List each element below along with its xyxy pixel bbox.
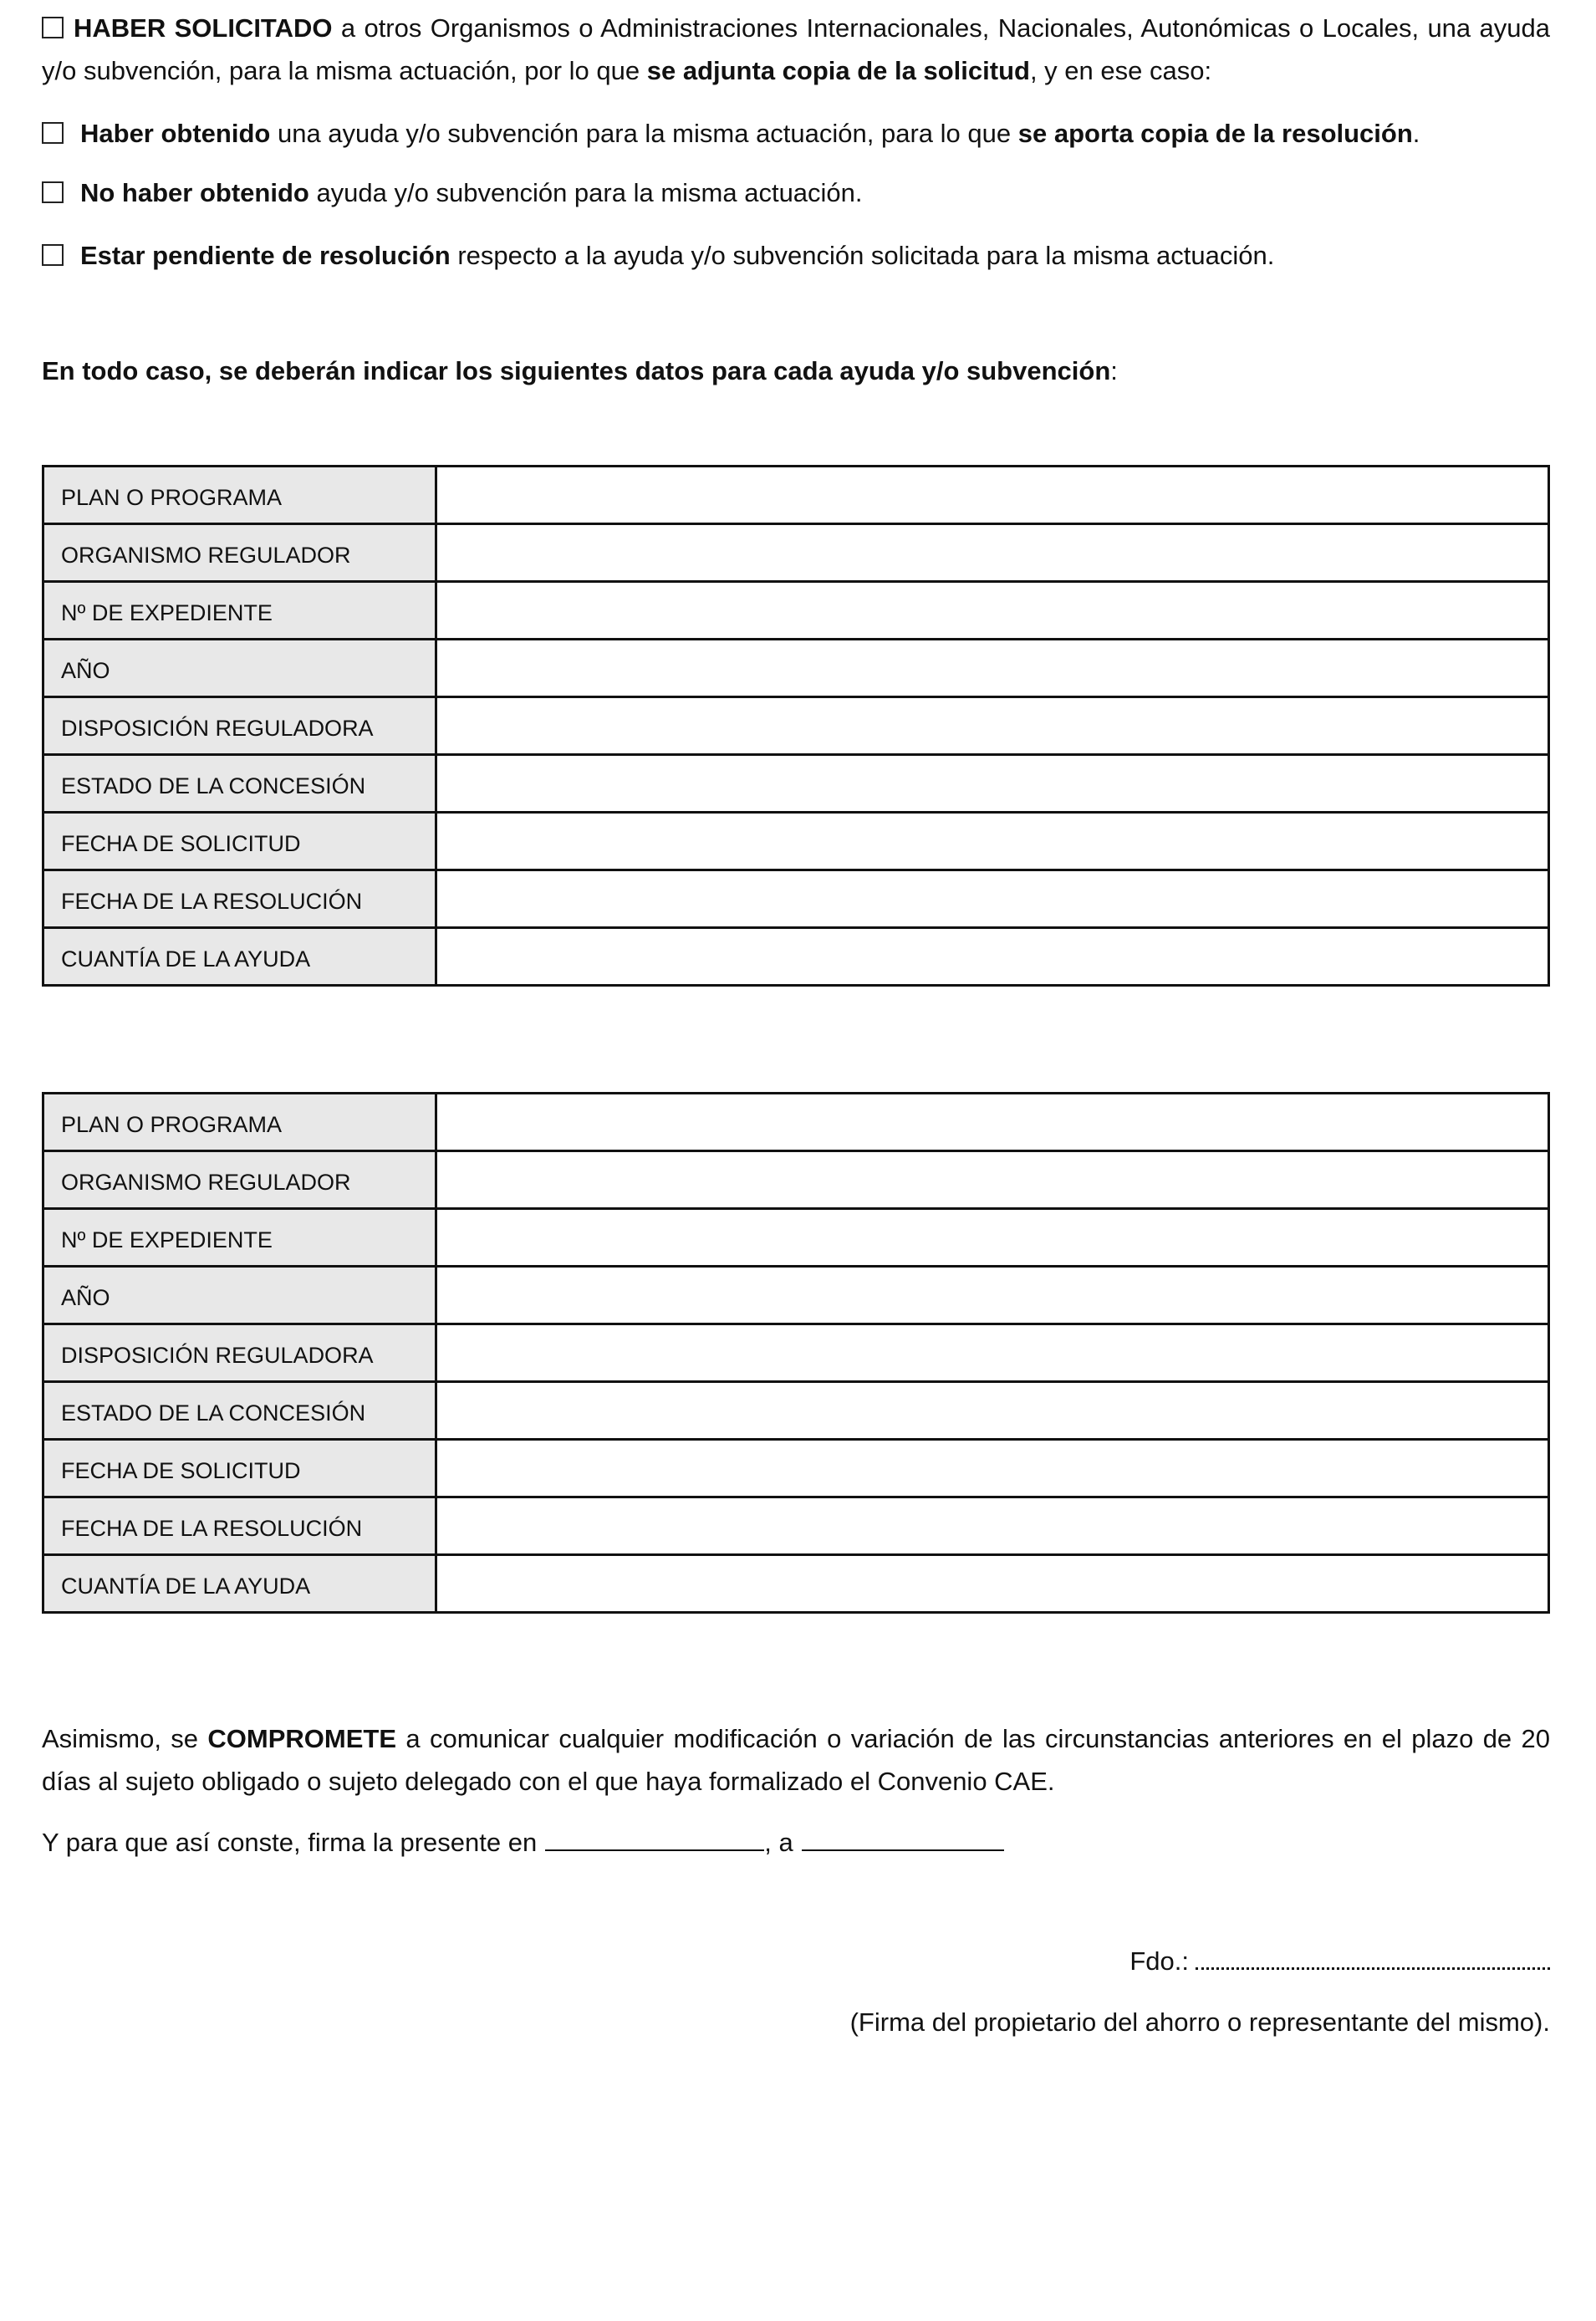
option-1-tail: . xyxy=(1412,119,1420,148)
disposicion-reguladora-input[interactable] xyxy=(437,698,1548,753)
row-label: PLAN O PROGRAMA xyxy=(43,1094,436,1151)
row-value-cell xyxy=(436,1209,1549,1267)
row-label: Nº DE EXPEDIENTE xyxy=(43,1209,436,1267)
row-label: FECHA DE LA RESOLUCIÓN xyxy=(43,870,436,928)
anio-input[interactable] xyxy=(437,1268,1548,1323)
row-value-cell xyxy=(436,467,1549,524)
row-label: DISPOSICIÓN REGULADORA xyxy=(43,1324,436,1382)
plan-programa-input[interactable] xyxy=(437,467,1548,523)
row-label: DISPOSICIÓN REGULADORA xyxy=(43,697,436,755)
row-value-cell xyxy=(436,524,1549,582)
expediente-input[interactable] xyxy=(437,1210,1548,1265)
intro-text-2: , y en ese caso: xyxy=(1029,56,1212,85)
row-value-cell xyxy=(436,1497,1549,1555)
option-1-bold-2: se aporta copia de la resolución xyxy=(1017,119,1413,148)
heading-text: En todo caso, se deberán indicar los siguientes datos para cada ayuda y/o subvención xyxy=(42,356,1111,385)
data-instructions-heading xyxy=(42,349,1118,392)
organismo-regulador-input[interactable] xyxy=(437,1152,1548,1207)
row-value-cell xyxy=(436,640,1549,697)
commitment-paragraph xyxy=(42,1717,1550,1803)
row-value-cell xyxy=(436,1382,1549,1440)
table-row xyxy=(43,1440,1549,1497)
expediente-input[interactable] xyxy=(437,583,1548,638)
no-haber-obtenido-checkbox[interactable] xyxy=(42,181,64,203)
row-label: CUANTÍA DE LA AYUDA xyxy=(43,1555,436,1613)
row-value-cell xyxy=(436,928,1549,986)
row-value-cell xyxy=(436,1440,1549,1497)
table-row xyxy=(43,524,1549,582)
table-row xyxy=(43,1497,1549,1555)
row-label: CUANTÍA DE LA AYUDA xyxy=(43,928,436,986)
anio-input[interactable] xyxy=(437,640,1548,696)
table-row xyxy=(43,1267,1549,1324)
date-blank-field[interactable] xyxy=(802,1826,1004,1851)
option-2-bold: No haber obtenido xyxy=(80,178,309,207)
row-value-cell xyxy=(436,582,1549,640)
option-3-bold: Estar pendiente de resolución xyxy=(80,241,451,270)
row-label: ESTADO DE LA CONCESIÓN xyxy=(43,1382,436,1440)
cuantia-ayuda-input[interactable] xyxy=(437,1556,1548,1611)
row-label: ORGANISMO REGULADOR xyxy=(43,524,436,582)
intro-bold-1: HABER SOLICITADO xyxy=(74,13,333,43)
row-label: FECHA DE SOLICITUD xyxy=(43,813,436,870)
organismo-regulador-input[interactable] xyxy=(437,525,1548,580)
row-label: PLAN O PROGRAMA xyxy=(43,467,436,524)
aid-table-2 xyxy=(42,1092,1550,1614)
row-label: Nº DE EXPEDIENTE xyxy=(43,582,436,640)
intro-bold-2: se adjunta copia de la solicitud xyxy=(646,56,1030,85)
table-row xyxy=(43,582,1549,640)
table-row xyxy=(43,928,1549,986)
closing-text: Y para que así conste, firma la presente en xyxy=(42,1828,538,1857)
row-label: AÑO xyxy=(43,1267,436,1324)
plan-programa-input[interactable] xyxy=(437,1094,1548,1150)
option-no-haber-obtenido xyxy=(42,171,1550,214)
table-row xyxy=(43,1555,1549,1613)
table-row xyxy=(43,1209,1549,1267)
row-label: FECHA DE SOLICITUD xyxy=(43,1440,436,1497)
haber-solicitado-checkbox[interactable] xyxy=(42,17,64,38)
intro-paragraph xyxy=(42,7,1550,92)
heading-colon: : xyxy=(1110,356,1118,385)
estado-concesion-input[interactable] xyxy=(437,756,1548,811)
option-3-text: respecto a la ayuda y/o subvención solicitada para la misma actuación. xyxy=(450,241,1275,270)
cuantia-ayuda-input[interactable] xyxy=(437,929,1548,984)
estado-concesion-input[interactable] xyxy=(437,1383,1548,1438)
option-1-text: una ayuda y/o subvención para la misma actuación, para lo que xyxy=(270,119,1018,148)
fdo-label: Fdo.: xyxy=(1129,1946,1189,1976)
date-prefix: , a xyxy=(764,1828,793,1857)
commitment-text-1: Asimismo, se xyxy=(42,1724,208,1753)
table-row xyxy=(43,813,1549,870)
row-value-cell xyxy=(436,870,1549,928)
fecha-solicitud-input[interactable] xyxy=(437,1441,1548,1496)
row-value-cell xyxy=(436,697,1549,755)
signature-blank-field[interactable] xyxy=(1196,1946,1550,1970)
row-value-cell xyxy=(436,1555,1549,1613)
option-haber-obtenido xyxy=(42,112,1550,155)
closing-line xyxy=(42,1821,1004,1864)
intro-text-1: a otros Organismos o Administraciones Internacionales, Nacionales, Autonómicas o Locales, una ayuda y/o subvención, para la misma actuación, por lo que xyxy=(42,13,1550,85)
row-value-cell xyxy=(436,1267,1549,1324)
table-row xyxy=(43,1151,1549,1209)
row-label: AÑO xyxy=(43,640,436,697)
option-1-bold: Haber obtenido xyxy=(80,119,271,148)
disposicion-reguladora-input[interactable] xyxy=(437,1325,1548,1380)
fecha-resolucion-input[interactable] xyxy=(437,871,1548,926)
table-row xyxy=(43,1324,1549,1382)
table-row xyxy=(43,697,1549,755)
row-value-cell xyxy=(436,1094,1549,1151)
fecha-solicitud-input[interactable] xyxy=(437,814,1548,869)
table-row xyxy=(43,1382,1549,1440)
table-row xyxy=(43,467,1549,524)
option-pendiente-resolucion xyxy=(42,234,1550,277)
row-label: ESTADO DE LA CONCESIÓN xyxy=(43,755,436,813)
table-row xyxy=(43,870,1549,928)
table-row xyxy=(43,1094,1549,1151)
row-value-cell xyxy=(436,813,1549,870)
commitment-text-2: a comunicar cualquier modificación o variación de las circunstancias anteriores en el plazo de 20 días al sujeto obligado o sujeto delegado con el que haya formalizado el Convenio CAE. xyxy=(42,1724,1551,1796)
table-row xyxy=(43,755,1549,813)
table-row xyxy=(43,640,1549,697)
signature-note: (Firma del propietario del ahorro o representante del mismo). xyxy=(849,2007,1550,2037)
row-value-cell xyxy=(436,1324,1549,1382)
haber-obtenido-checkbox[interactable] xyxy=(42,122,64,144)
commitment-bold: COMPROMETE xyxy=(207,1724,397,1753)
signature-line xyxy=(1129,1940,1550,1982)
pendiente-resolucion-checkbox[interactable] xyxy=(42,244,64,266)
row-label: ORGANISMO REGULADOR xyxy=(43,1151,436,1209)
fecha-resolucion-input[interactable] xyxy=(437,1498,1548,1553)
row-value-cell xyxy=(436,1151,1549,1209)
place-blank-field[interactable] xyxy=(545,1826,764,1851)
row-value-cell xyxy=(436,755,1549,813)
row-label: FECHA DE LA RESOLUCIÓN xyxy=(43,1497,436,1555)
option-2-text: ayuda y/o subvención para la misma actuación. xyxy=(308,178,863,207)
aid-table-1 xyxy=(42,465,1550,987)
